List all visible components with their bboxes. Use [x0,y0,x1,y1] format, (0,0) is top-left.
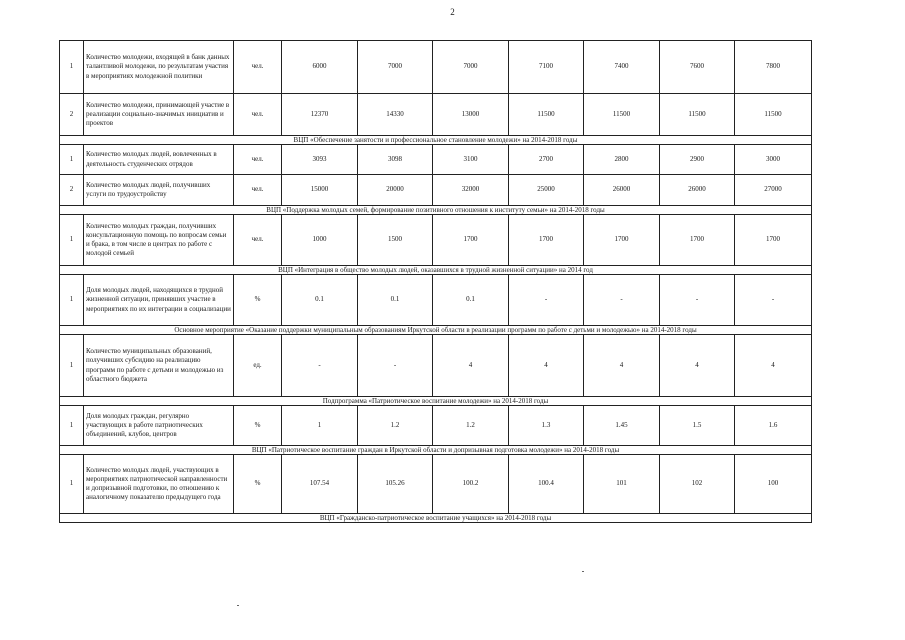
value-cell: 3098 [358,145,433,175]
unit-cell: чел. [234,175,282,206]
value-cell: 4 [584,335,660,397]
section-title: ВЦП «Интеграция в общество молодых людей, оказавшихся в трудной жизненной ситуации» на 2014 год [60,266,812,275]
value-cell: 11500 [660,94,735,136]
row-number: 1 [60,145,84,175]
value-cell: 0.1 [358,275,433,326]
value-cell: 0.1 [433,275,509,326]
table-row [60,175,812,206]
value-cell: 25000 [509,175,584,206]
value-cell: 2900 [660,145,735,175]
value-cell: 1.5 [660,406,735,446]
section-title: ВЦП «Патриотическое воспитание граждан в Иркутской области и допризывная подготовка молодежи» на 2014-2018 годы [60,446,812,455]
value-cell: 1.3 [509,406,584,446]
section-header-row [60,397,812,406]
value-cell: 13000 [433,94,509,136]
value-cell: 100.4 [509,455,584,514]
value-cell: 4 [735,335,812,397]
row-number: 1 [60,406,84,446]
value-cell: 3100 [433,145,509,175]
value-cell: 20000 [358,175,433,206]
indicator-name: Количество молодежи, входящей в банк данных талантливой молодежи, по результатам участия в мероприятиях молодежной политики [84,41,234,94]
value-cell: 7000 [358,41,433,94]
value-cell: - [509,275,584,326]
unit-cell: % [234,275,282,326]
unit-cell: чел. [234,215,282,266]
table-row [60,275,812,326]
value-cell: 27000 [735,175,812,206]
value-cell: 101 [584,455,660,514]
table-row [60,455,812,514]
value-cell: 4 [660,335,735,397]
row-number: 1 [60,41,84,94]
value-cell: 12370 [282,94,358,136]
value-cell: 7800 [735,41,812,94]
value-cell: 2700 [509,145,584,175]
value-cell: 1700 [660,215,735,266]
value-cell: 11500 [584,94,660,136]
indicators-table [59,40,812,523]
table-row [60,41,812,94]
value-cell: 3093 [282,145,358,175]
row-number: 1 [60,215,84,266]
section-header-row [60,136,812,145]
value-cell: 4 [509,335,584,397]
value-cell: 4 [433,335,509,397]
value-cell: 1.6 [735,406,812,446]
value-cell: 1700 [509,215,584,266]
value-cell: 1700 [735,215,812,266]
value-cell: 107.54 [282,455,358,514]
row-number: 1 [60,335,84,397]
value-cell: 100 [735,455,812,514]
table-row [60,94,812,136]
value-cell: 11500 [509,94,584,136]
section-header-row [60,266,812,275]
value-cell: 1.2 [358,406,433,446]
value-cell: 1700 [584,215,660,266]
value-cell: 1000 [282,215,358,266]
section-header-row [60,206,812,215]
unit-cell: чел. [234,145,282,175]
value-cell: 26000 [584,175,660,206]
value-cell: 7000 [433,41,509,94]
value-cell: - [358,335,433,397]
section-title: ВЦП «Обеспечение занятости и профессиональное становление молодежи» на 2014-2018 годы [60,136,812,145]
indicator-name: Доля молодых граждан, регулярно участвующих в работе патриотических объединений, клубов, центров [84,406,234,446]
section-title: Подпрограмма «Патриотическое воспитание молодежи» на 2014-2018 годы [60,397,812,406]
unit-cell: % [234,455,282,514]
value-cell: 7100 [509,41,584,94]
section-title: Основное мероприятие «Оказание поддержки муниципальным образованиям Иркутской области в реализации программ по работе с детьми и молодежью» на 2014-2018 годы [60,326,812,335]
table-row [60,145,812,175]
value-cell: 102 [660,455,735,514]
value-cell: 1 [282,406,358,446]
row-number: 2 [60,94,84,136]
unit-cell: чел. [234,41,282,94]
value-cell: 15000 [282,175,358,206]
indicator-name: Количество молодых людей, участвующих в мероприятиях патриотической направленности и допризывной подготовки, по отношению к аналогичному показателю предыдущего года [84,455,234,514]
scan-speck [237,605,239,606]
indicator-name: Количество молодых людей, получивших услуги по трудоустройству [84,175,234,206]
value-cell: - [282,335,358,397]
value-cell: - [660,275,735,326]
table-row [60,406,812,446]
value-cell: - [735,275,812,326]
value-cell: 14330 [358,94,433,136]
value-cell: 6000 [282,41,358,94]
value-cell: 1.2 [433,406,509,446]
unit-cell: чел. [234,94,282,136]
row-number: 2 [60,175,84,206]
indicator-name: Количество молодых граждан, получивших консультационную помощь по вопросам семьи и брака, в том числе в центрах по работе с молодой семьей [84,215,234,266]
value-cell: 1500 [358,215,433,266]
indicator-name: Количество молодых людей, вовлеченных в деятельность студенческих отрядов [84,145,234,175]
scan-speck [582,571,584,572]
value-cell: 1.45 [584,406,660,446]
row-number: 1 [60,275,84,326]
value-cell: 26000 [660,175,735,206]
value-cell: 3000 [735,145,812,175]
unit-cell: % [234,406,282,446]
value-cell: 1700 [433,215,509,266]
section-header-row [60,446,812,455]
value-cell: 7600 [660,41,735,94]
value-cell: 11500 [735,94,812,136]
table-row [60,215,812,266]
section-header-row [60,326,812,335]
page-number: 2 [450,7,455,17]
value-cell: 2800 [584,145,660,175]
section-title: ВЦП «Поддержка молодых семей, формирование позитивного отношения к институту семьи» на 2014-2018 годы [60,206,812,215]
value-cell: - [584,275,660,326]
row-number: 1 [60,455,84,514]
value-cell: 32000 [433,175,509,206]
indicator-name: Количество молодежи, принимающей участие в реализации социально-значимых инициатив и проектов [84,94,234,136]
section-header-row [60,514,812,523]
indicator-name: Доля молодых людей, находящихся в трудной жизненной ситуации, принявших участие в мероприятиях по их интеграции в социализации [84,275,234,326]
value-cell: 7400 [584,41,660,94]
indicator-name: Количество муниципальных образований, получивших субсидию на реализацию программ по работе с детьми и молодежью из областного бюджета [84,335,234,397]
table-row [60,335,812,397]
value-cell: 105.26 [358,455,433,514]
unit-cell: ед. [234,335,282,397]
value-cell: 100.2 [433,455,509,514]
value-cell: 0.1 [282,275,358,326]
section-title: ВЦП «Гражданско-патриотическое воспитание учащихся» на 2014-2018 годы [60,514,812,523]
